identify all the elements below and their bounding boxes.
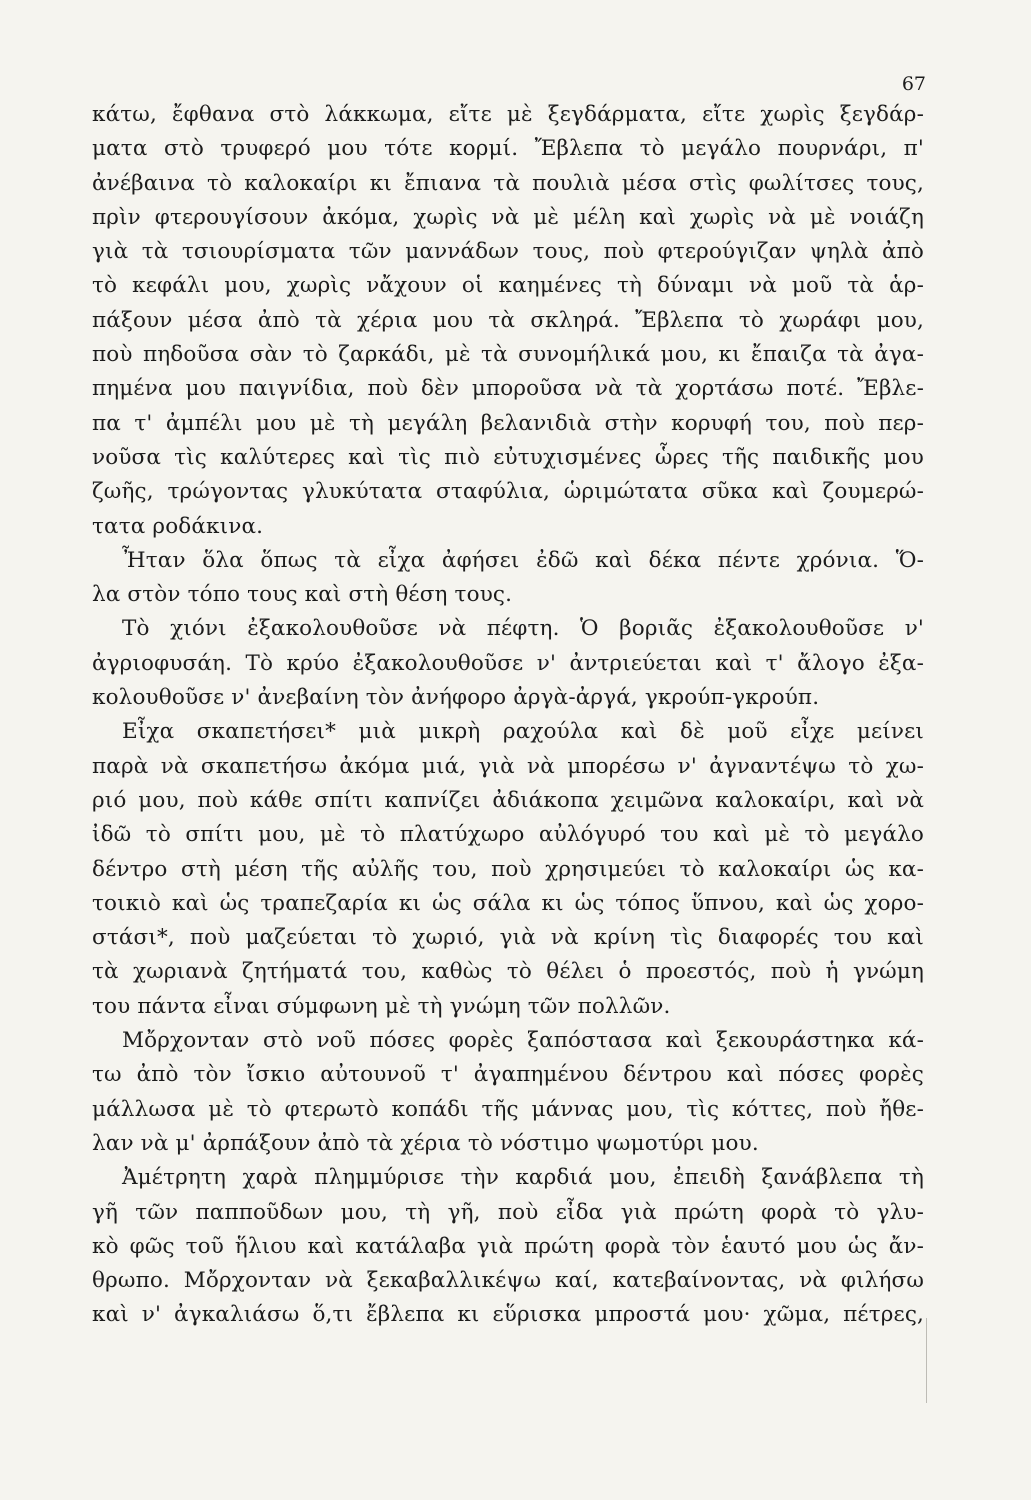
text-line: θρωπο. Μὄρχονταν νὰ ξεκαβαλλικέψω καί, κατεβαίνοντας, νὰ φιλήσω	[92, 1268, 924, 1294]
text-line: γῆ τῶν παπποῦδων μου, τὴ γῆ, ποὺ εἶδα γιὰ πρώτη φορὰ τὸ γλυ-	[92, 1199, 924, 1225]
text-line: Μὄρχονταν στὸ νοῦ πόσες φορὲς ξαπόστασα καὶ ξεκουράστηκα κά-	[122, 1028, 924, 1054]
text-line: νοῦσα τὶς καλύτερες καὶ τὶς πιὸ εὐτυχισμένες ὧρες τῆς παιδικῆς μου	[92, 444, 924, 470]
text-line: τοικιὸ καὶ ὡς τραπεζαρία κι ὡς σάλα κι ὡς τόπος ὕπνου, καὶ ὡς χορο-	[92, 890, 924, 916]
text-line: Ἦταν ὅλα ὅπως τὰ εἶχα ἀφήσει ἐδῶ καὶ δέκα πέντε χρόνια. Ὅ-	[122, 547, 924, 573]
text-line: πημένα μου παιγνίδια, ποὺ δὲν μποροῦσα νὰ τὰ χορτάσω ποτέ. Ἔβλε-	[92, 376, 924, 402]
text-line: πρὶν φτερουγίσουν ἀκόμα, χωρὶς νὰ μὲ μέλη καὶ χωρὶς νὰ μὲ νοιάζη	[92, 204, 924, 230]
text-line: ζωῆς, τρώγοντας γλυκύτατα σταφύλια, ὡριμώτατα σῦκα καὶ ζουμερώ-	[92, 479, 924, 505]
text-line: του πάντα εἶναι σύμφωνη μὲ τὴ γνώμη τῶν πολλῶν.	[92, 993, 671, 1019]
text-line: τὸ κεφάλι μου, χωρὶς νἄχουν οἱ καημένες τὴ δύναμι νὰ μοῦ τὰ ἁρ-	[92, 273, 924, 299]
text-line: ἀγριοφυσάη. Τὸ κρύο ἐξακολουθοῦσε ν' ἀντριεύεται καὶ τ' ἄλογο ἐξα-	[92, 650, 924, 676]
body-text	[92, 98, 924, 1333]
text-line: ματα στὸ τρυφερό μου τότε κορμί. Ἔβλεπα τὸ μεγάλο πουρνάρι, π'	[92, 136, 924, 162]
page-number: 67	[901, 73, 926, 95]
text-line: κολουθοῦσε ν' ἀνεβαίνη τὸν ἀνήφορο ἀργὰ-ἀργά, γκρούπ-γκρούπ.	[92, 685, 820, 711]
text-line: λαν νὰ μ' ἀρπάξουν ἀπὸ τὰ χέρια τὸ νόστιμο ψωμοτύρι μου.	[92, 1130, 759, 1156]
text-line: πα τ' ἀμπέλι μου μὲ τὴ μεγάλη βελανιδιὰ στὴν κορυφή του, ποὺ περ-	[92, 410, 924, 436]
text-line: καὶ ν' ἀγκαλιάσω ὅ,τι ἔβλεπα κι εὕρισκα μπροστά μου· χῶμα, πέτρες,	[92, 1302, 924, 1328]
text-line: κὸ φῶς τοῦ ἥλιου καὶ κατάλαβα γιὰ πρώτη φορὰ τὸν ἑαυτό μου ὡς ἄν-	[92, 1233, 924, 1259]
text-line: ριό μου, ποὺ κάθε σπίτι καπνίζει ἀδιάκοπα χειμῶνα καλοκαίρι, καὶ νὰ	[92, 787, 924, 813]
text-line: Εἶχα σκαπετήσει* μιὰ μικρὴ ραχούλα καὶ δὲ μοῦ εἶχε μείνει	[122, 719, 924, 745]
text-line: ποὺ πηδοῦσα σὰν τὸ ζαρκάδι, μὲ τὰ συνομήλικά μου, κι ἔπαιζα τὰ ἀγα-	[92, 342, 924, 368]
text-line: τατα ροδάκινα.	[92, 513, 264, 539]
margin-rule	[926, 1318, 927, 1403]
text-line: ἀνέβαινα τὸ καλοκαίρι κι ἔπιανα τὰ πουλιὰ μέσα στὶς φωλίτσες τους,	[92, 170, 924, 196]
text-line: δέντρο στὴ μέση τῆς αὐλῆς του, ποὺ χρησιμεύει τὸ καλοκαίρι ὡς κα-	[92, 856, 924, 882]
text-line: γιὰ τὰ τσιουρίσματα τῶν μαννάδων τους, ποὺ φτερούγιζαν ψηλὰ ἀπὸ	[92, 239, 924, 265]
text-line: Τὸ χιόνι ἐξακολουθοῦσε νὰ πέφτη. Ὁ βοριᾶς ἐξακολουθοῦσε ν'	[122, 616, 924, 642]
text-line: πάξουν μέσα ἀπὸ τὰ χέρια μου τὰ σκληρά. Ἔβλεπα τὸ χωράφι μου,	[92, 307, 924, 333]
text-line: μάλλωσα μὲ τὸ φτερωτὸ κοπάδι τῆς μάννας μου, τὶς κόττες, ποὺ ἤθε-	[92, 1096, 924, 1122]
text-line: Ἀμέτρητη χαρὰ πλημμύρισε τὴν καρδιά μου, ἐπειδὴ ξανάβλεπα τὴ	[122, 1165, 924, 1191]
text-line: τω ἀπὸ τὸν ἴσκιο αὐτουνοῦ τ' ἀγαπημένου δέντρου καὶ πόσες φορὲς	[92, 1062, 924, 1088]
text-line: παρὰ νὰ σκαπετήσω ἀκόμα μιά, γιὰ νὰ μπορέσω ν' ἀγναντέψω τὸ χω-	[92, 753, 924, 779]
text-line: τὰ χωριανὰ ζητήματά του, καθὼς τὸ θέλει ὁ προεστός, ποὺ ἡ γνώμη	[92, 959, 924, 985]
text-line: κάτω, ἔφθανα στὸ λάκκωμα, εἴτε μὲ ξεγδάρματα, εἴτε χωρὶς ξεγδάρ-	[92, 102, 924, 127]
text-line: στάσι*, ποὺ μαζεύεται τὸ χωριό, γιὰ νὰ κρίνη τὶς διαφορές του καὶ	[92, 925, 924, 951]
text-line: ἰδῶ τὸ σπίτι μου, μὲ τὸ πλατύχωρο αὐλόγυρό του καὶ μὲ τὸ μεγάλο	[92, 822, 924, 848]
text-line: λα στὸν τόπο τους καὶ στὴ θέση τους.	[92, 582, 513, 608]
